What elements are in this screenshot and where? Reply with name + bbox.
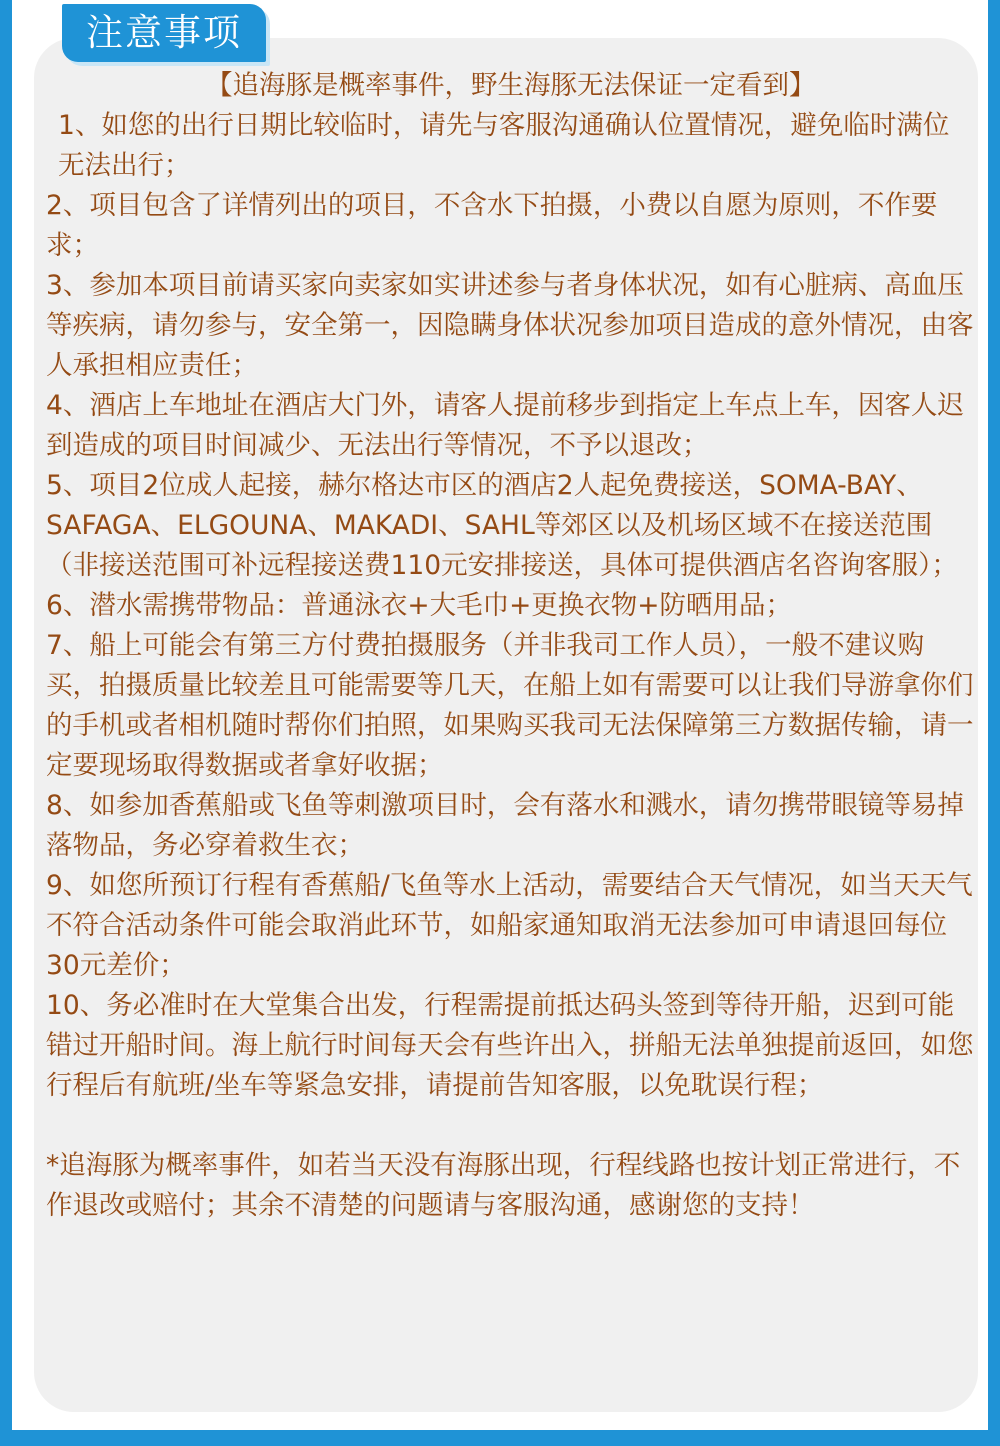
notice-item-8: 8、如参加香蕉船或飞鱼等刺激项目时，会有落水和溅水，请勿携带眼镜等易掉落物品，务必穿着救生衣；: [46, 790, 964, 861]
notice-item-3: 3、参加本项目前请买家向卖家如实讲述参与者身体状况，如有心脏病、高血压等疾病，请勿参与，安全第一，因隐瞒身体状况参加项目造成的意外情况，由客人承担相应责任；: [46, 270, 974, 381]
notice-item-6: 6、潜水需携带物品：普通泳衣+大毛巾+更换衣物+防晒用品；: [46, 590, 792, 621]
notice-item-2: 2、项目包含了详情列出的项目，不含水下拍摄，小费以自愿为原则，不作要求；: [46, 190, 938, 261]
spacer: [46, 1106, 974, 1146]
notice-content: [46, 66, 974, 1226]
notice-item-1: 1、如您的出行日期比较临时，请先与客服沟通确认位置情况，避免临时满位无法出行；: [58, 110, 950, 181]
notice-item-10: 10、务必准时在大堂集合出发，行程需提前抵达码头签到等待开船，迟到可能错过开船时间。海上航行时间每天会有些许出入，拼船无法单独提前返回，如您行程后有航班/坐车等紧急安排，请提前告知客服，以免耽误行程；: [46, 990, 974, 1101]
headline: 【追海豚是概率事件，野生海豚无法保证一定看到】: [206, 70, 816, 101]
footer-note: *追海豚为概率事件，如若当天没有海豚出现，行程线路也按计划正常进行，不作退改或赔付；其余不清楚的问题请与客服沟通，感谢您的支持！: [46, 1150, 961, 1221]
notice-item-9: 9、如您所预订行程有香蕉船/飞鱼等水上活动，需要结合天气情况，如当天天气不符合活动条件可能会取消此环节，如船家通知取消无法参加可申请退回每位30元差价；: [46, 870, 973, 981]
notice-item-5: 5、项目2位成人起接，赫尔格达市区的酒店2人起免费接送，SOMA-BAY、SAFAGA、ELGOUNA、MAKADI、SAHL等郊区以及机场区域不在接送范围（非接送范围可补远程接送费110元安排接送，具体可提供酒店名咨询客服）；: [46, 470, 958, 581]
section-title: 注意事项: [62, 4, 266, 62]
notice-item-7: 7、船上可能会有第三方付费拍摄服务（并非我司工作人员），一般不建议购买，拍摄质量比较差且可能需要等几天，在船上如有需要可以让我们导游拿你们的手机或者相机随时帮你们拍照，如果购买我司无法保障第三方数据传输，请一定要现场取得数据或者拿好收据；: [46, 630, 974, 781]
notice-item-4: 4、酒店上车地址在酒店大门外，请客人提前移步到指定上车点上车，因客人迟到造成的项目时间减少、无法出行等情况，不予以退改；: [46, 390, 964, 461]
